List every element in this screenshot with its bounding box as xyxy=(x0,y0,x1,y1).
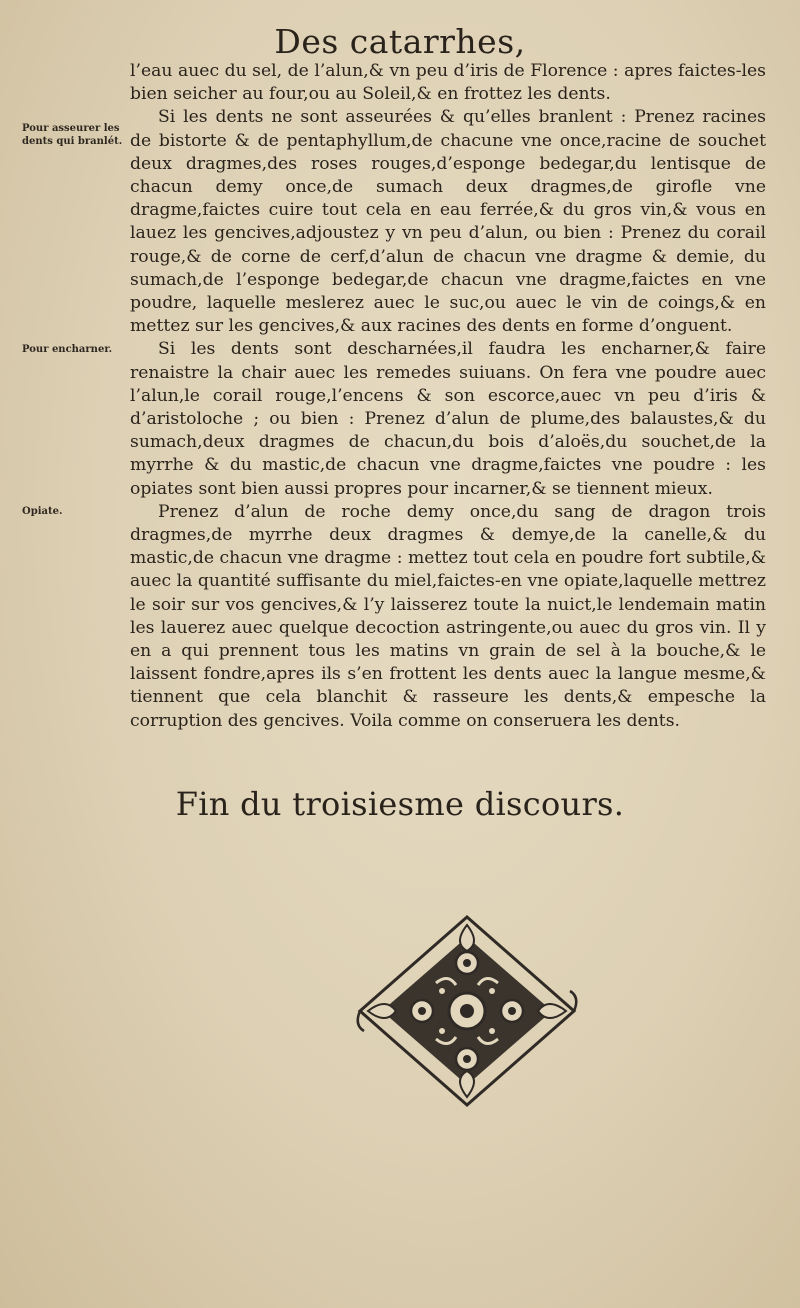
margin-note-encharner: Pour encharner. xyxy=(22,344,113,355)
running-head: Des catarrhes, xyxy=(274,22,526,61)
paragraph-continuation: l’eau auec du sel, de l’alun,& vn peu d’iris de Florence : apres faictes-les bien seicher au four,ou au Soleil,& en frottez les dents. xyxy=(130,61,766,105)
paragraph-encharner: Si les dents sont descharnées,il faudra les encharner,& faire renaistre la chair auec les remedes suiuans. On fera vne poudre auec l’alun,le corail rouge,l’encens & son escorce,auec vn peu d’iris & d’aristoloche ; ou bien : Prenez d’alun de plume,des balaustes,& du sumach,deux dragmes de chacun,du bois d’aloës,du souchet,de la myrrhe & du mastic,de chacun vne dragme,faictes vne poudre : les opiates sont bien aussi propres pour incarner,& se tiennent mieux. xyxy=(130,339,766,499)
fleuron-ornament-icon xyxy=(356,913,578,1109)
margin-note-opiate: Opiate. xyxy=(22,506,63,517)
closing-title: Fin du troisiesme discours. xyxy=(175,785,625,823)
paragraph-opiate: Prenez d’alun de roche demy once,du sang de dragon trois dragmes,de myrrhe deux dragmes & demye,de la canelle,& du mastic,de chacun vne dragme : mettez tout cela en poudre fort subtile,& auec la quantité suffisante du miel,faictes-en vne opiate,laquelle mettrez le soir sur vos gencives,& l’y laisserez toute la nuict,le lendemain matin les lauerez auec quelque decoction astringente,ou auec du gros vin. Il y en a qui prennent tous les matins vn grain de sel à la bouche,& le laissent fondre,apres ils s’en frottent les dents auec la langue mesme,& tiennent que cela blanchit & rasseure les dents,& empesche la corruption des gencives. Voila comme on conseruera les dents. xyxy=(130,501,766,731)
main-text xyxy=(130,60,766,733)
paragraph-asseurer: Si les dents ne sont asseurées & qu’elles branlent : Prenez racines de bistorte & de pentaphyllum,de chacune vne once,racine de souchet deux dragmes,des roses rouges,d’esponge bedegar,du lentisque de chacun demy once,de sumach deux dragmes,de girofle vne dragme,faictes cuire tout cela en eau ferrée,& du gros vin,& vous en lauez les gencives,adjoustez y vn peu d’alun, ou bien : Prenez du corail rouge,& de corne de cerf,d’alun de chacun vne dragme & demie, du sumach,de l’esponge bedegar,de chacun vne dragme,faictes en vne poudre, laquelle meslerez auec le suc,ou auec le vin de coings,& en mettez sur les gencives,& aux racines des dents en forme d’onguent. xyxy=(130,107,766,337)
margin-note-asseurer: Pour asseurer les dents qui branlét. xyxy=(22,123,123,147)
